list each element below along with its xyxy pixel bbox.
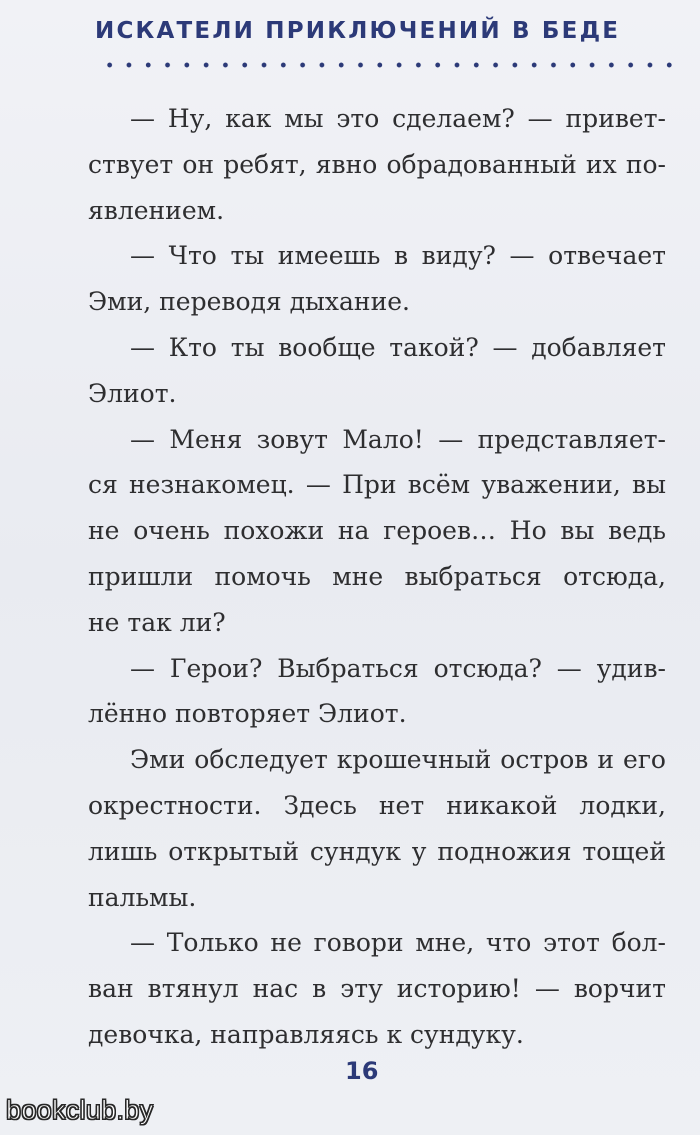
text-line: окрестности. Здесь нет никакой лодки, bbox=[88, 790, 666, 820]
text-line: не очень похожи на героев… Но вы ведь bbox=[88, 516, 666, 546]
text-line: ся незнакомец. — При всём уважении, вы bbox=[88, 470, 666, 500]
text-line: ствует он ребят, явно обрадованный их по- bbox=[88, 149, 666, 179]
paragraph bbox=[88, 646, 666, 738]
text-line: девочка, направляясь к сундуку. bbox=[88, 1019, 524, 1049]
body-text bbox=[88, 96, 666, 1058]
text-line: — Ну, как мы это сделаем? — привет- bbox=[130, 104, 666, 133]
paragraph bbox=[88, 233, 666, 325]
text-line: Элиот. bbox=[88, 378, 177, 408]
paragraph bbox=[88, 417, 666, 646]
paragraph bbox=[88, 920, 666, 1057]
text-line: — Что ты имеешь в виду? — отвечает bbox=[130, 241, 666, 271]
site-watermark: bookclub.by bbox=[6, 1095, 154, 1125]
running-title: ИСКАТЕЛИ ПРИКЛЮЧЕНИЙ В БЕДЕ bbox=[95, 18, 621, 44]
text-line: ван втянул нас в эту историю! — ворчит bbox=[88, 974, 666, 1004]
text-line: пальмы. bbox=[88, 882, 197, 912]
text-line: явлением. bbox=[88, 195, 225, 225]
paragraph bbox=[88, 96, 666, 233]
text-line: пришли помочь мне выбраться отсюда, bbox=[88, 561, 666, 591]
text-line: лишь открытый сундук у подножия тощей bbox=[88, 836, 666, 866]
page-number: 16 bbox=[345, 1057, 379, 1085]
dotted-divider bbox=[100, 62, 678, 68]
text-line: — Герои? Выбраться отсюда? — удив- bbox=[130, 653, 666, 683]
text-line: — Только не говори мне, что этот бол- bbox=[130, 928, 666, 958]
text-line: Эми обследует крошечный остров и его bbox=[130, 745, 666, 775]
paragraph bbox=[88, 325, 666, 417]
text-line: — Кто ты вообще такой? — добавляет bbox=[130, 332, 666, 362]
text-line: не так ли? bbox=[88, 607, 226, 637]
paragraph bbox=[88, 737, 666, 920]
text-line: Эми, переводя дыхание. bbox=[88, 287, 410, 317]
text-line: лённо повторяет Элиот. bbox=[88, 699, 407, 729]
text-line: — Меня зовут Мало! — представляет- bbox=[130, 424, 666, 454]
